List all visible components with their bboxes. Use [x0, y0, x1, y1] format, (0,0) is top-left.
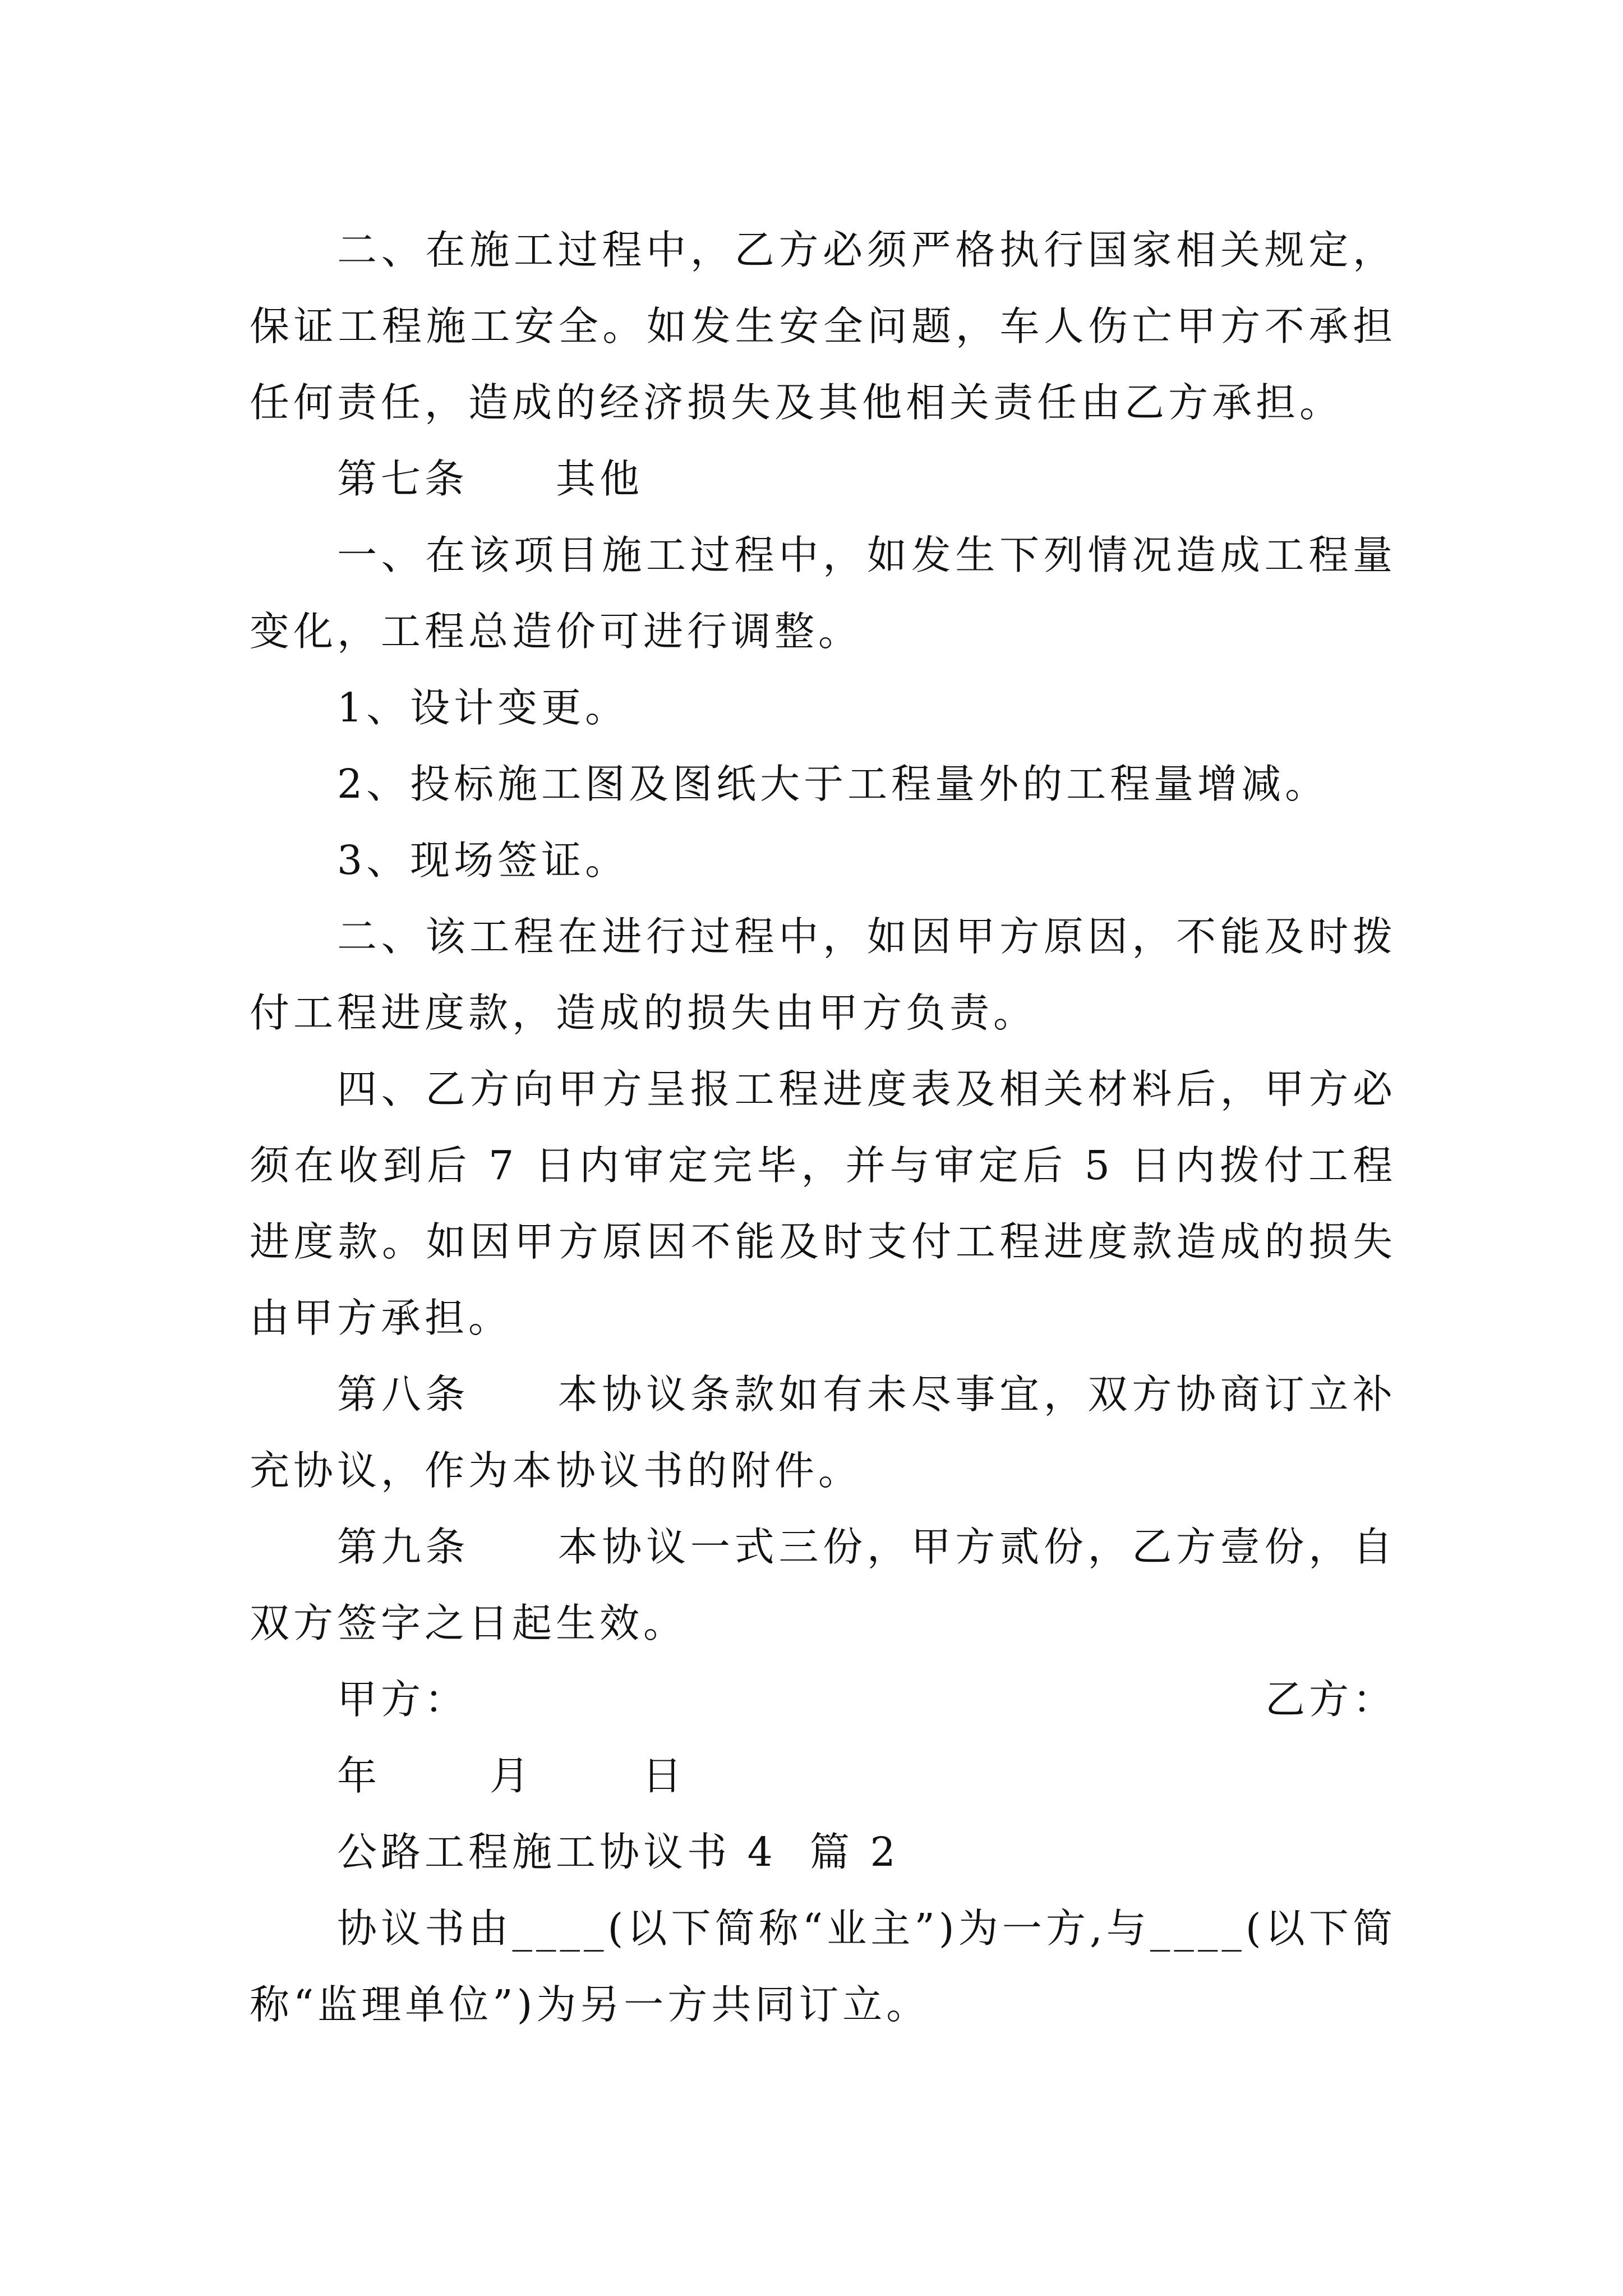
- article-nine: 第九条 本协议一式三份，甲方贰份，乙方壹份，自双方签字之日起生效。: [250, 1524, 1396, 1646]
- party-a-signature-label: 甲方：: [337, 1676, 469, 1723]
- list-item-quantity-adjustment: 2、投标施工图及图纸大于工程量外的工程量增减。: [337, 761, 1329, 807]
- paragraph-payment-delay: 二、该工程在进行过程中，如因甲方原因，不能及时拨付工程进度款，造成的损失由甲方负责。: [250, 913, 1396, 1036]
- closing-paragraph: 协议书由____(以下简称“业主”)为一方,与____(以下简称“监理单位”)为另一方共同订立。: [250, 1905, 1396, 2028]
- paragraph-safety-responsibility: 二、在施工过程中，乙方必须严格执行国家相关规定，保证工程施工安全。如发生安全问题，车人伤亡甲方不承担任何责任，造成的经济损失及其他相关责任由乙方承担。: [250, 227, 1396, 426]
- paragraph-quantity-change: 一、在该项目施工过程中，如发生下列情况造成工程量变化，工程总造价可进行调整。: [250, 532, 1396, 655]
- date-year-label: 年: [337, 1752, 381, 1799]
- paragraph-progress-report: 四、乙方向甲方呈报工程进度表及相关材料后，甲方必须在收到后 7 日内审定完毕，并与审定后 5 日内拨付工程进度款。如因甲方原因不能及时支付工程进度款造成的损失由甲方承担。: [250, 1066, 1396, 1341]
- list-item-site-visa: 3、现场签证。: [337, 837, 629, 884]
- list-item-design-change: 1、设计变更。: [337, 684, 629, 731]
- section-title: 公路工程施工协议书 4 篇 2: [337, 1829, 900, 1875]
- date-day-label: 日: [642, 1752, 686, 1799]
- article-seven-heading: 第七条 其他: [337, 455, 644, 502]
- signature-row: [250, 1662, 1396, 1738]
- document-body: [250, 212, 1396, 2043]
- article-eight: 第八条 本协议条款如有未尽事宜，双方协商订立补充协议，作为本协议书的附件。: [250, 1371, 1396, 1494]
- date-month-label: 月: [490, 1752, 534, 1799]
- party-b-signature-label: 乙方：: [1265, 1676, 1396, 1723]
- date-row: [250, 1738, 1396, 1814]
